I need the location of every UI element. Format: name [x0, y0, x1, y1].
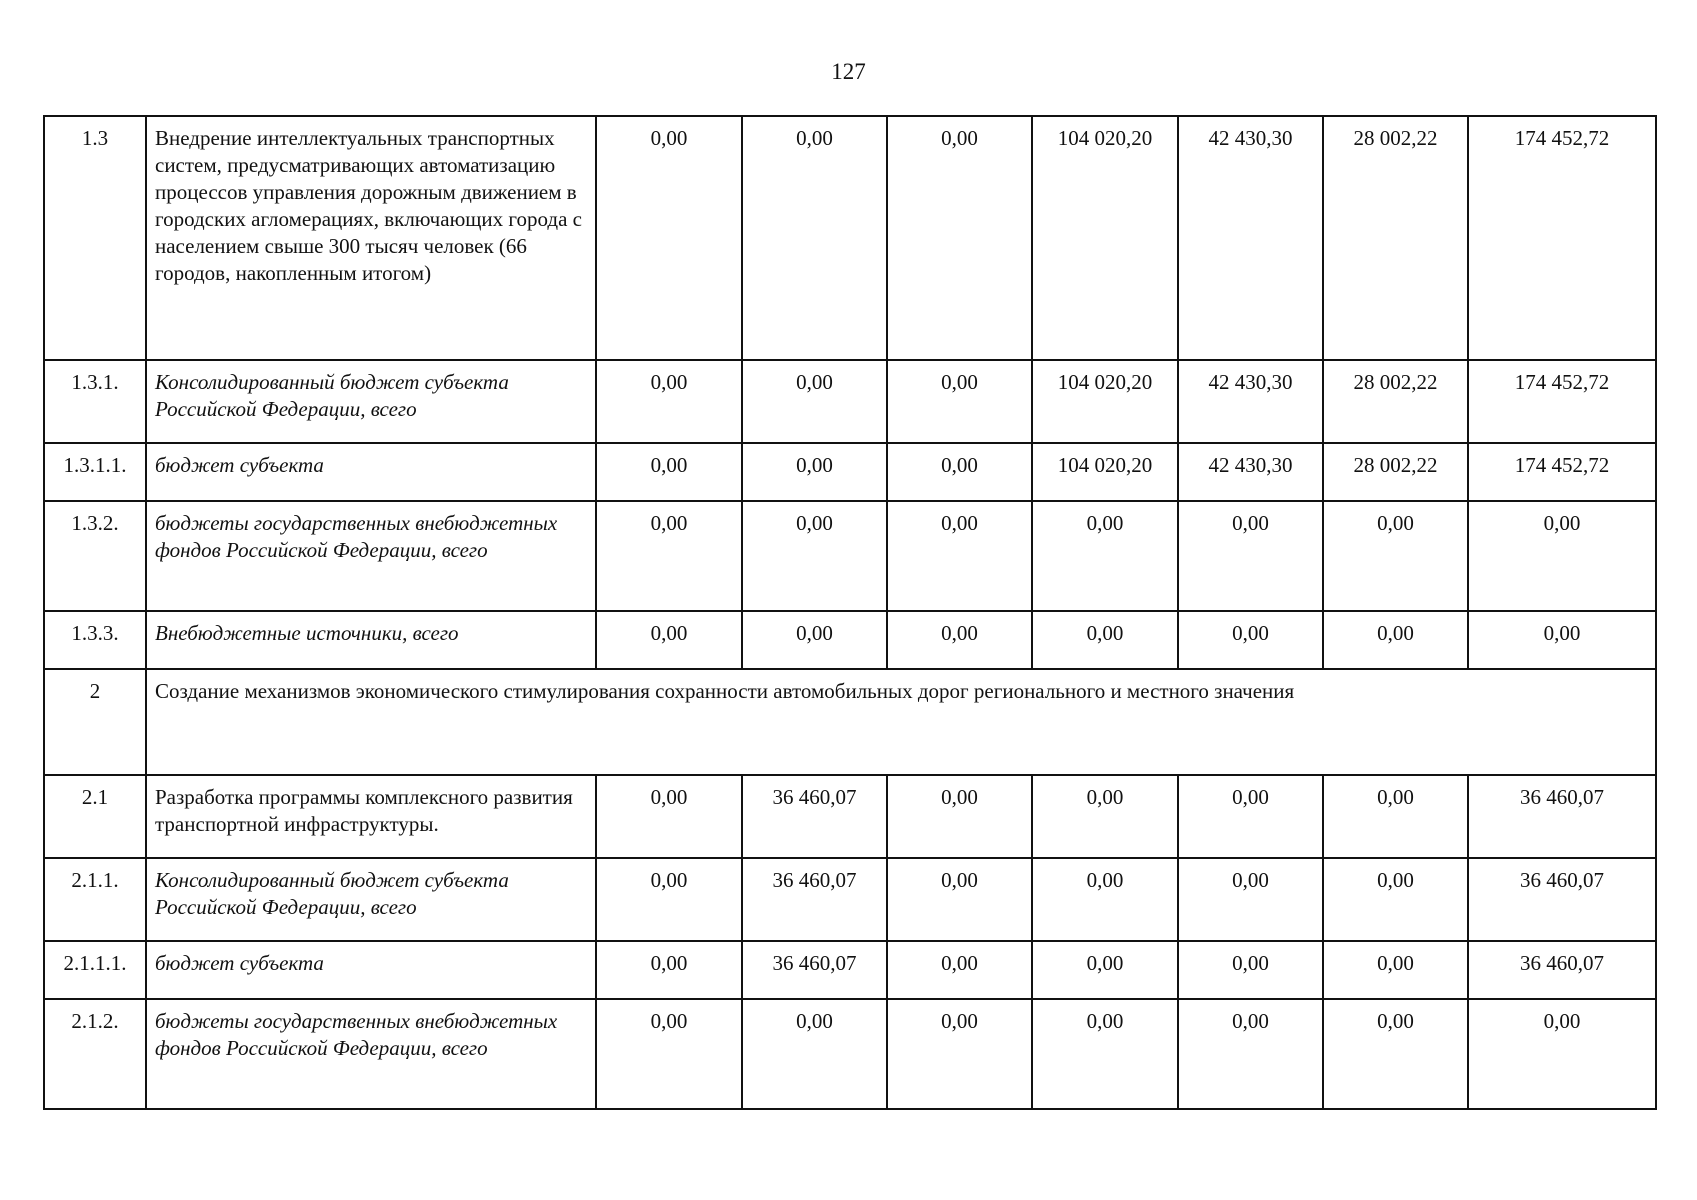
- value-cell: 104 020,20: [1032, 360, 1178, 443]
- row-description: бюджет субъекта: [146, 443, 596, 501]
- value-cell: 0,00: [887, 443, 1032, 501]
- value-cell: 0,00: [596, 360, 742, 443]
- row-description: Внедрение интеллектуальных транспортных систем, предусматривающих автоматизацию процессов управления дорожным движением в городских агломерациях, включающих города с населением свыше 300 тысяч человек (66 городов, накопленным итогом): [146, 116, 596, 360]
- value-cell: 0,00: [742, 611, 887, 669]
- row-description: бюджеты государственных внебюджетных фондов Российской Федерации, всего: [146, 501, 596, 611]
- value-cell: 0,00: [596, 941, 742, 999]
- value-cell: 0,00: [887, 360, 1032, 443]
- value-cell: 0,00: [887, 611, 1032, 669]
- value-cell: 0,00: [596, 858, 742, 941]
- value-cell: 174 452,72: [1468, 443, 1656, 501]
- row-number: 1.3.2.: [44, 501, 146, 611]
- value-cell: 0,00: [596, 999, 742, 1109]
- value-cell: 0,00: [887, 775, 1032, 858]
- row-number: 2.1.1.1.: [44, 941, 146, 999]
- value-cell: 0,00: [1323, 858, 1468, 941]
- value-cell: 0,00: [1032, 611, 1178, 669]
- table-row: [44, 999, 1656, 1109]
- value-cell: 0,00: [1032, 941, 1178, 999]
- table-row: [44, 501, 1656, 611]
- value-cell: 36 460,07: [742, 941, 887, 999]
- table-row: [44, 116, 1656, 360]
- value-cell: 0,00: [1178, 611, 1323, 669]
- value-cell: 0,00: [596, 611, 742, 669]
- section-title: Создание механизмов экономического стимулирования сохранности автомобильных дорог регионального и местного значения: [146, 669, 1656, 775]
- value-cell: 174 452,72: [1468, 116, 1656, 360]
- value-cell: 0,00: [1178, 501, 1323, 611]
- row-number: 2: [44, 669, 146, 775]
- value-cell: 0,00: [1468, 611, 1656, 669]
- value-cell: 28 002,22: [1323, 116, 1468, 360]
- row-description: бюджет субъекта: [146, 941, 596, 999]
- row-number: 1.3: [44, 116, 146, 360]
- value-cell: 0,00: [887, 858, 1032, 941]
- value-cell: 0,00: [1323, 775, 1468, 858]
- value-cell: 0,00: [596, 775, 742, 858]
- value-cell: 0,00: [1178, 941, 1323, 999]
- row-description: Разработка программы комплексного развития транспортной инфраструктуры.: [146, 775, 596, 858]
- table-row: [44, 941, 1656, 999]
- value-cell: 0,00: [887, 941, 1032, 999]
- section-row: [44, 669, 1656, 775]
- value-cell: 42 430,30: [1178, 443, 1323, 501]
- table-row: [44, 360, 1656, 443]
- value-cell: 0,00: [1323, 999, 1468, 1109]
- row-number: 2.1.2.: [44, 999, 146, 1109]
- value-cell: 28 002,22: [1323, 360, 1468, 443]
- value-cell: 0,00: [887, 999, 1032, 1109]
- value-cell: 0,00: [596, 501, 742, 611]
- value-cell: 0,00: [1032, 999, 1178, 1109]
- value-cell: 104 020,20: [1032, 443, 1178, 501]
- value-cell: 0,00: [596, 443, 742, 501]
- value-cell: 0,00: [742, 443, 887, 501]
- value-cell: 0,00: [742, 501, 887, 611]
- row-number: 1.3.3.: [44, 611, 146, 669]
- value-cell: 0,00: [887, 116, 1032, 360]
- table-row: [44, 858, 1656, 941]
- value-cell: 0,00: [1032, 501, 1178, 611]
- value-cell: 36 460,07: [1468, 775, 1656, 858]
- value-cell: 28 002,22: [1323, 443, 1468, 501]
- value-cell: 0,00: [1323, 611, 1468, 669]
- value-cell: 0,00: [1468, 501, 1656, 611]
- value-cell: 0,00: [742, 360, 887, 443]
- budget-table: [43, 115, 1657, 1110]
- value-cell: 36 460,07: [742, 775, 887, 858]
- value-cell: 0,00: [1032, 775, 1178, 858]
- value-cell: 36 460,07: [742, 858, 887, 941]
- row-number: 2.1: [44, 775, 146, 858]
- table-row: [44, 443, 1656, 501]
- value-cell: 0,00: [1032, 858, 1178, 941]
- value-cell: 174 452,72: [1468, 360, 1656, 443]
- value-cell: 0,00: [1178, 858, 1323, 941]
- value-cell: 36 460,07: [1468, 858, 1656, 941]
- value-cell: 0,00: [596, 116, 742, 360]
- value-cell: 0,00: [1468, 999, 1656, 1109]
- value-cell: 0,00: [742, 999, 887, 1109]
- value-cell: 0,00: [1323, 941, 1468, 999]
- value-cell: 42 430,30: [1178, 360, 1323, 443]
- row-number: 1.3.1.1.: [44, 443, 146, 501]
- table-row: [44, 611, 1656, 669]
- row-description: Консолидированный бюджет субъекта Российской Федерации, всего: [146, 858, 596, 941]
- table-row: [44, 775, 1656, 858]
- row-number: 1.3.1.: [44, 360, 146, 443]
- row-description: бюджеты государственных внебюджетных фондов Российской Федерации, всего: [146, 999, 596, 1109]
- value-cell: 104 020,20: [1032, 116, 1178, 360]
- value-cell: 0,00: [1323, 501, 1468, 611]
- row-description: Внебюджетные источники, всего: [146, 611, 596, 669]
- value-cell: 0,00: [1178, 999, 1323, 1109]
- value-cell: 0,00: [887, 501, 1032, 611]
- value-cell: 0,00: [742, 116, 887, 360]
- value-cell: 0,00: [1178, 775, 1323, 858]
- value-cell: 36 460,07: [1468, 941, 1656, 999]
- row-number: 2.1.1.: [44, 858, 146, 941]
- table-body: [44, 116, 1656, 1109]
- page-number: 127: [831, 59, 866, 84]
- row-description: Консолидированный бюджет субъекта Российской Федерации, всего: [146, 360, 596, 443]
- value-cell: 42 430,30: [1178, 116, 1323, 360]
